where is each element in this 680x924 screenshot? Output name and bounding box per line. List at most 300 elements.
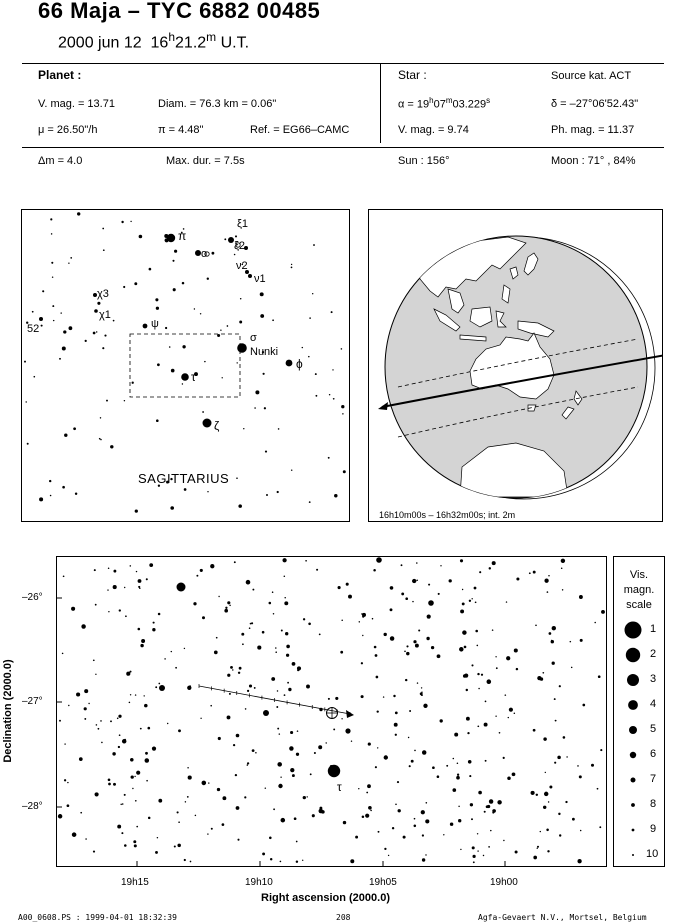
mag-dot-6 <box>630 752 636 758</box>
delta-magnitude: Δm = 4.0 <box>38 155 83 167</box>
background-star <box>262 852 265 855</box>
background-star <box>507 777 511 781</box>
background-star <box>537 676 541 680</box>
globe-caption: 16h10m00s – 16h32m00s; int. 2m <box>379 510 516 520</box>
background-star <box>96 724 98 726</box>
background-star <box>95 604 97 606</box>
background-star <box>107 589 108 590</box>
background-star <box>280 861 282 863</box>
background-star <box>372 618 374 620</box>
background-star <box>185 801 186 802</box>
background-star <box>262 631 265 634</box>
background-star <box>240 298 241 299</box>
detail-area-box <box>130 334 240 397</box>
background-star <box>580 639 583 642</box>
x-tick-19h15: 19h15 <box>121 877 149 888</box>
background-star <box>227 715 231 719</box>
background-star <box>100 439 101 440</box>
background-star <box>471 818 473 820</box>
background-star <box>473 855 476 858</box>
background-star <box>121 832 123 834</box>
background-star <box>255 752 257 754</box>
background-star <box>276 706 278 708</box>
background-star <box>123 286 125 288</box>
background-star <box>307 796 308 797</box>
background-star <box>252 589 254 591</box>
background-star <box>81 624 85 628</box>
background-star <box>207 491 208 492</box>
background-star <box>446 765 448 767</box>
background-star <box>106 400 108 402</box>
background-star <box>466 689 468 691</box>
background-star <box>174 845 176 847</box>
background-star <box>155 298 158 301</box>
background-star <box>531 791 535 795</box>
background-star <box>247 690 249 692</box>
background-star <box>247 764 248 765</box>
background-star <box>246 580 251 585</box>
background-star <box>214 651 218 655</box>
background-star <box>97 302 100 305</box>
background-star <box>577 859 581 863</box>
label-xi1: ξ1 <box>237 218 249 230</box>
background-star <box>108 611 109 612</box>
background-star <box>164 658 166 660</box>
background-star <box>145 758 150 763</box>
footer-file-info: A00_0608.PS : 1999-04-01 18:32:39 <box>18 913 177 922</box>
background-star <box>582 704 585 707</box>
event-datetime <box>58 30 249 52</box>
background-star <box>93 332 96 335</box>
mag-label-3: 3 <box>650 673 657 685</box>
background-star <box>291 469 292 470</box>
background-star <box>235 774 237 776</box>
background-star <box>144 704 148 708</box>
y-axis-label: Declination (2000.0) <box>2 659 14 763</box>
background-star <box>395 804 397 806</box>
background-star <box>421 687 422 688</box>
background-star <box>269 602 272 605</box>
background-star <box>238 504 242 508</box>
background-star <box>140 728 142 730</box>
background-star <box>135 800 137 802</box>
background-star <box>459 647 464 652</box>
background-star <box>224 609 228 613</box>
background-star <box>255 390 259 394</box>
background-star <box>233 744 235 746</box>
mag-dot-7 <box>631 778 636 783</box>
background-star <box>591 764 594 767</box>
background-star <box>139 587 141 589</box>
background-star <box>136 571 137 572</box>
background-star <box>188 776 192 780</box>
background-star <box>334 494 337 497</box>
background-star <box>187 767 189 769</box>
background-star <box>270 858 272 860</box>
background-star <box>570 641 572 643</box>
background-star <box>153 622 155 624</box>
background-star <box>395 734 397 736</box>
background-star <box>428 584 430 586</box>
background-star <box>252 749 255 752</box>
background-star <box>533 856 537 860</box>
background-star <box>217 788 220 791</box>
background-star <box>497 800 501 804</box>
background-star <box>319 633 321 635</box>
background-star <box>88 703 89 704</box>
background-star <box>316 569 318 571</box>
background-star <box>121 221 123 223</box>
background-star <box>383 696 384 697</box>
label-chi1: χ1 <box>99 309 111 321</box>
star-nu1 <box>248 274 252 278</box>
background-star <box>165 327 167 329</box>
background-star <box>290 768 294 772</box>
background-star <box>457 774 459 776</box>
background-star <box>69 326 73 330</box>
background-star <box>368 743 371 746</box>
background-star <box>554 762 556 764</box>
background-star <box>202 616 205 619</box>
background-star <box>484 811 486 813</box>
background-star <box>489 567 491 569</box>
alpha-s-unit: s <box>486 96 491 105</box>
background-star <box>341 718 342 719</box>
background-star <box>177 811 179 813</box>
background-star <box>134 282 137 285</box>
alpha-h-unit: h <box>429 96 434 105</box>
background-star <box>397 781 399 783</box>
label-psi: ψ <box>151 318 159 330</box>
background-star <box>464 674 468 678</box>
background-star <box>101 742 103 744</box>
background-star <box>194 308 195 309</box>
background-star <box>508 717 509 718</box>
background-star <box>152 628 155 631</box>
background-star <box>149 563 153 567</box>
background-star <box>245 708 247 710</box>
background-star <box>122 739 126 743</box>
label-nunki: Nunki <box>250 346 279 358</box>
background-star <box>487 679 492 684</box>
background-star <box>422 750 426 754</box>
background-star <box>134 776 135 777</box>
background-star <box>421 694 423 696</box>
star-source: Source kat. ACT <box>551 70 632 82</box>
background-star <box>156 307 159 310</box>
background-star <box>476 645 478 647</box>
background-star <box>145 752 148 755</box>
background-star <box>296 841 298 843</box>
scale-title-line-3: scale <box>626 599 652 611</box>
background-star <box>313 244 315 246</box>
background-star <box>169 346 171 348</box>
background-star <box>488 846 490 848</box>
background-star <box>129 702 131 704</box>
background-star <box>401 564 403 566</box>
background-star <box>559 834 561 836</box>
background-star <box>76 692 80 696</box>
background-star <box>361 695 364 698</box>
background-star <box>93 659 95 661</box>
mag-label-10: 10 <box>646 848 659 860</box>
background-star <box>495 715 496 716</box>
background-star <box>411 760 414 763</box>
background-star <box>158 613 161 616</box>
background-star <box>529 572 531 574</box>
background-star <box>469 775 471 777</box>
background-star <box>286 645 290 649</box>
alpha-m-unit: m <box>445 96 453 105</box>
background-star <box>41 325 43 327</box>
background-star <box>50 495 52 497</box>
background-star <box>462 589 463 590</box>
background-star <box>39 497 43 501</box>
background-star <box>284 576 286 578</box>
background-star <box>50 218 52 220</box>
background-star <box>64 743 65 744</box>
background-star <box>492 629 494 631</box>
background-star <box>309 501 311 503</box>
background-star <box>368 806 372 810</box>
background-star <box>64 433 67 436</box>
background-star <box>506 601 507 602</box>
background-star <box>70 257 72 259</box>
background-star <box>594 622 596 624</box>
background-star <box>113 585 117 589</box>
background-star <box>404 650 406 652</box>
background-star <box>272 319 274 321</box>
background-star <box>200 718 201 719</box>
background-star <box>100 417 101 418</box>
background-star <box>77 212 80 215</box>
background-star <box>117 718 119 720</box>
background-star <box>375 654 378 657</box>
background-star <box>412 579 416 583</box>
background-star <box>343 821 346 824</box>
background-star <box>388 855 389 856</box>
background-star <box>406 645 408 647</box>
background-star <box>229 605 230 606</box>
background-star <box>124 844 127 847</box>
background-star <box>222 796 226 800</box>
background-star <box>561 559 565 563</box>
background-star <box>217 334 220 337</box>
planet-mu: μ = 26.50"/h <box>38 124 98 136</box>
background-star <box>42 290 44 292</box>
background-star <box>68 263 69 264</box>
background-star <box>453 758 455 760</box>
background-star <box>152 747 156 751</box>
constellation-name: SAGITTARIUS <box>138 471 230 486</box>
background-star <box>202 781 207 786</box>
star-pi <box>167 234 175 242</box>
background-star <box>577 765 579 767</box>
background-star <box>601 610 605 614</box>
background-star <box>49 480 51 482</box>
background-star <box>308 623 311 626</box>
background-star <box>254 407 256 409</box>
background-star <box>277 762 282 767</box>
background-star <box>533 571 536 574</box>
background-star <box>84 707 87 710</box>
background-star <box>579 775 582 778</box>
background-star <box>431 646 434 649</box>
star-delta: δ = –27°06'52.43" <box>551 98 639 110</box>
background-star <box>426 637 429 640</box>
background-star <box>341 348 343 350</box>
background-star <box>242 643 244 645</box>
background-star <box>24 361 26 363</box>
background-star <box>207 833 208 834</box>
background-star <box>146 780 148 782</box>
bright-star-c <box>263 710 269 716</box>
background-star <box>331 311 333 313</box>
background-star <box>129 671 131 673</box>
mag-label-6: 6 <box>650 748 657 760</box>
background-star <box>220 329 221 330</box>
background-star <box>260 314 264 318</box>
background-star <box>224 238 226 240</box>
background-star <box>208 782 209 783</box>
background-star <box>266 494 268 496</box>
background-star <box>200 313 201 314</box>
background-star <box>130 565 132 567</box>
background-star <box>269 837 272 840</box>
planet-vmag: V. mag. = 13.71 <box>38 98 115 110</box>
background-star <box>237 839 239 841</box>
background-star <box>225 607 227 609</box>
background-star <box>280 777 281 778</box>
max-duration: Max. dur. = 7.5s <box>166 155 245 167</box>
background-star <box>110 445 113 448</box>
background-star <box>384 848 386 850</box>
background-star <box>100 720 102 722</box>
star-phi <box>286 360 293 367</box>
background-star <box>377 747 378 748</box>
background-star <box>51 233 53 235</box>
background-star <box>449 579 452 582</box>
background-star <box>390 586 394 590</box>
background-star <box>440 719 443 722</box>
background-star <box>182 383 183 384</box>
bright-star-b <box>159 685 165 691</box>
background-star <box>358 788 359 789</box>
background-star <box>171 369 175 373</box>
mag-dot-10 <box>632 854 634 856</box>
label-sigma: σ <box>250 332 257 344</box>
mag-label-9: 9 <box>650 823 657 835</box>
background-star <box>234 561 236 563</box>
background-star <box>338 586 341 589</box>
background-star <box>195 815 197 817</box>
background-star <box>477 673 479 675</box>
background-star <box>177 844 180 847</box>
background-star <box>263 373 265 375</box>
background-star <box>118 746 120 748</box>
background-star <box>314 752 316 754</box>
background-star <box>485 701 487 703</box>
background-star <box>254 687 256 689</box>
background-star <box>414 825 417 828</box>
background-star <box>110 720 112 722</box>
background-star <box>427 615 431 619</box>
background-star <box>478 791 482 795</box>
x-tick-19h05: 19h05 <box>369 877 397 888</box>
background-star <box>278 428 280 430</box>
background-star <box>122 803 124 805</box>
background-star <box>505 694 507 696</box>
finder-chart <box>21 209 350 522</box>
background-star <box>544 579 548 583</box>
background-star <box>95 674 96 675</box>
moon-info: Moon : 71° , 84% <box>551 155 636 167</box>
background-star <box>359 621 360 622</box>
background-star <box>412 601 413 602</box>
mag-dot-4 <box>628 700 638 710</box>
background-star <box>53 320 54 321</box>
background-star <box>130 758 134 762</box>
background-star <box>401 592 404 595</box>
background-star <box>432 766 435 769</box>
y-tick-26: –26° <box>22 592 43 603</box>
background-star <box>232 669 233 670</box>
background-star <box>108 783 111 786</box>
x-tick-19h00: 19h00 <box>490 877 518 888</box>
background-star <box>130 221 131 222</box>
background-star <box>495 656 496 657</box>
background-star <box>489 799 493 803</box>
background-star <box>140 644 143 647</box>
background-star <box>285 632 288 635</box>
background-star <box>72 832 77 837</box>
background-star <box>273 613 275 615</box>
background-star <box>475 601 477 603</box>
background-star <box>196 575 198 577</box>
star-psi <box>143 324 148 329</box>
background-star <box>332 369 333 370</box>
label-o: o <box>201 248 208 260</box>
label-tau: τ <box>191 370 196 384</box>
background-star <box>212 252 215 255</box>
star-tau <box>181 373 189 381</box>
mag-dot-3 <box>627 674 639 686</box>
background-star <box>211 828 213 830</box>
background-star <box>514 648 518 652</box>
background-star <box>468 760 472 764</box>
background-star <box>377 710 379 712</box>
background-star <box>333 398 335 400</box>
background-star <box>273 808 275 810</box>
background-star <box>340 651 343 654</box>
background-star <box>135 509 138 512</box>
background-star <box>417 682 418 683</box>
background-star <box>452 788 456 792</box>
background-star <box>462 602 465 605</box>
background-star <box>291 267 293 269</box>
background-star <box>425 819 429 823</box>
background-star <box>157 837 158 838</box>
background-star <box>63 330 66 333</box>
background-star <box>138 628 141 631</box>
background-star <box>64 779 66 781</box>
background-star <box>190 861 192 863</box>
background-star <box>457 763 459 765</box>
background-star <box>597 788 599 790</box>
background-star <box>409 765 411 767</box>
background-star <box>390 608 393 611</box>
x-tick-19h10: 19h10 <box>245 877 273 888</box>
